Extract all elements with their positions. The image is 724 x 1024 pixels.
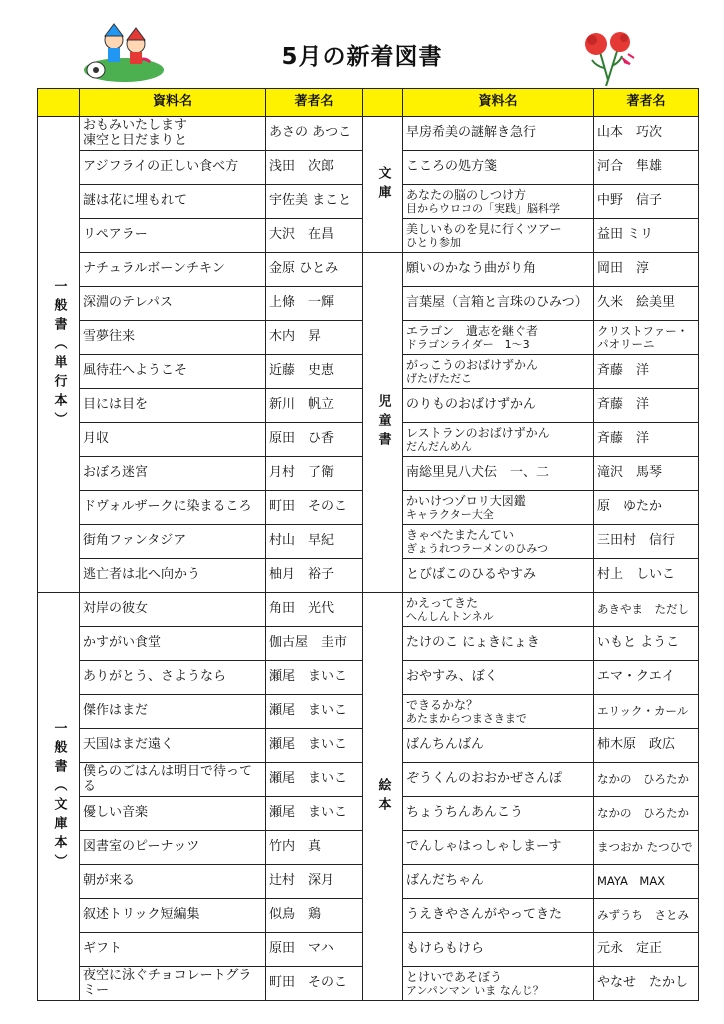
title-cell [403, 967, 594, 1001]
book-title: 優しい音楽 [83, 805, 149, 821]
title-cell [80, 151, 266, 185]
left-section-label [38, 117, 80, 593]
title-cell [403, 423, 594, 457]
author-cell: 町田 そのこ [266, 967, 363, 1001]
author-cell: クリストファー・パオリーニ [594, 321, 699, 355]
header-author-right: 著者名 [594, 89, 699, 117]
title-cell [80, 695, 266, 729]
table-body [38, 117, 699, 1001]
book-title: がっこうのおばけずかん [406, 357, 539, 372]
author-cell: 木内 昇 [266, 321, 363, 355]
title-cell [403, 627, 594, 661]
book-subtitle: だんだんめん [406, 439, 472, 453]
title-cell [80, 457, 266, 491]
book-title: 美しいものを見に行くツアー [406, 221, 562, 236]
author-cell: 元永 定正 [594, 933, 699, 967]
book-subtitle: 目からウロコの「実践」脳科学 [406, 201, 560, 215]
book-title: かいけつゾロリ大図鑑 [406, 493, 526, 508]
author-cell: 瀬尾 まいこ [266, 729, 363, 763]
book-title: 僕らのごはんは明日で待ってる [83, 764, 253, 794]
book-title: 風待荘へようこそ [83, 363, 188, 379]
book-subtitle: ぎょうれつラーメンのひみつ [406, 541, 549, 555]
right-section-label [363, 593, 403, 1001]
author-cell: 三田村 信行 [594, 525, 699, 559]
author-cell: 辻村 深月 [266, 865, 363, 899]
author-cell: 村上 しいこ [594, 559, 699, 593]
book-title: レストランのおばけずかん [406, 425, 550, 440]
book-title: のりものおばけずかん [406, 397, 537, 413]
book-title: あなたの脳のしつけ方 [406, 187, 527, 202]
author-cell: 久米 絵美里 [594, 287, 699, 321]
author-cell: 斉藤 洋 [594, 355, 699, 389]
title-cell [403, 559, 594, 593]
title-cell [403, 151, 594, 185]
title-cell [80, 321, 266, 355]
author-cell: 岡田 淳 [594, 253, 699, 287]
author-cell: 原田 マハ [266, 933, 363, 967]
author-cell: 似鳥 鶏 [266, 899, 363, 933]
table-row [38, 253, 699, 287]
book-title: きゃべたまたんてい [406, 527, 515, 542]
book-title: 雪夢往来 [83, 329, 136, 345]
title-cell [80, 865, 266, 899]
author-cell: 宇佐美 まこと [266, 185, 363, 219]
title-cell [403, 593, 594, 627]
title-cell [80, 797, 266, 831]
author-cell: 柚月 裕子 [266, 559, 363, 593]
book-title: ありがとう、さようなら [83, 669, 227, 685]
section-label-text: 児童書 [375, 394, 391, 451]
book-subtitle: キャラクター大全 [406, 507, 494, 521]
book-title: こころの処方箋 [406, 159, 498, 175]
book-title: ぞうくんのおおかぜさんぽ [406, 771, 563, 787]
title-cell [80, 729, 266, 763]
book-title: 天国はまだ遠く [83, 737, 175, 753]
author-cell: 瀬尾 まいこ [266, 695, 363, 729]
book-title: おもみいたします [83, 118, 188, 134]
author-cell: 滝沢 馬琴 [594, 457, 699, 491]
title-cell [80, 185, 266, 219]
title-cell [403, 355, 594, 389]
author-cell: 町田 そのこ [266, 491, 363, 525]
title-cell [403, 865, 594, 899]
book-title: 願いのかなう曲がり角 [406, 261, 537, 277]
author-cell: 村山 早紀 [266, 525, 363, 559]
author-cell: エマ・クエイ [594, 661, 699, 695]
book-title: 傑作はまだ [83, 703, 149, 719]
carnation-illustration [578, 28, 644, 86]
book-title: とびばこのひるやすみ [406, 567, 537, 583]
title-cell [403, 321, 594, 355]
book-title: 深淵のテレパス [83, 295, 173, 311]
book-title: かえってきた [406, 595, 479, 610]
author-cell: 原 ゆたか [594, 491, 699, 525]
book-title: 街角ファンタジア [83, 533, 187, 549]
book-title: ドヴォルザークに染まるころ [83, 499, 252, 515]
book-title: 南総里見八犬伝 一、二 [406, 465, 550, 481]
author-cell: 山本 巧次 [594, 117, 699, 151]
book-title: 対岸の彼女 [83, 601, 149, 617]
author-cell: 月村 了衛 [266, 457, 363, 491]
author-cell: 角田 光代 [266, 593, 363, 627]
section-label-text: 文庫 [375, 165, 391, 204]
header-author-left: 著者名 [266, 89, 363, 117]
title-cell [80, 627, 266, 661]
book-title: 言葉屋（言箱と言珠のひみつ） [406, 295, 588, 311]
book-title: おやすみ、ぼく [406, 669, 498, 685]
title-cell [403, 661, 594, 695]
title-cell [403, 729, 594, 763]
author-cell: 浅田 次郎 [266, 151, 363, 185]
book-title: ナチュラルボーンチキン [83, 261, 225, 277]
book-title: もけらもけら [406, 941, 485, 957]
book-title: ちょうちんあんこう [406, 805, 524, 821]
header-row [38, 89, 699, 117]
book-title: エラゴン 遺志を継ぐ者 [406, 323, 539, 338]
book-title: たけのこ にょきにょき [406, 635, 540, 651]
book-title: できるかな？ [406, 697, 479, 712]
book-title: 早房希美の謎解き急行 [406, 125, 537, 141]
title-cell [80, 219, 266, 253]
header-blank-right [363, 89, 403, 117]
title-cell [80, 423, 266, 457]
author-cell: 新川 帆立 [266, 389, 363, 423]
author-cell: 大沢 在昌 [266, 219, 363, 253]
author-cell: 竹内 真 [266, 831, 363, 865]
author-cell: あさの あつこ [266, 117, 363, 151]
author-cell: 瀬尾 まいこ [266, 797, 363, 831]
author-cell: あきやま ただし [594, 593, 699, 627]
table-row [38, 117, 699, 151]
header-title-right: 資料名 [403, 89, 594, 117]
title-cell [403, 933, 594, 967]
author-cell: 河合 隼雄 [594, 151, 699, 185]
book-title: おぼろ迷宮 [83, 465, 149, 481]
book-subtitle: ひとり参加 [406, 235, 461, 249]
author-cell: 益田 ミリ [594, 219, 699, 253]
title-cell [80, 253, 266, 287]
author-cell: みずうち さとみ [594, 899, 699, 933]
title-cell [80, 899, 266, 933]
title-cell [403, 457, 594, 491]
title-cell [403, 185, 594, 219]
title-cell [403, 389, 594, 423]
author-cell: 上條 一輝 [266, 287, 363, 321]
author-cell: 原田 ひ香 [266, 423, 363, 457]
author-cell: やなせ たかし [594, 967, 699, 1001]
author-cell: 近藤 史恵 [266, 355, 363, 389]
title-cell [403, 831, 594, 865]
book-title: 夜空に泳ぐチョコレートグラミー [83, 968, 252, 998]
title-cell [403, 763, 594, 797]
title-cell [403, 219, 594, 253]
book-subtitle: アンパンマン いま なんじ？ [406, 983, 544, 997]
book-subtitle: ドラゴンライダー 1〜3 [406, 337, 530, 351]
header-title-left: 資料名 [80, 89, 266, 117]
author-cell: 瀬尾 まいこ [266, 763, 363, 797]
table-row [38, 593, 699, 627]
title-cell [80, 491, 266, 525]
author-cell: 柿木原 政広 [594, 729, 699, 763]
author-cell: 伽古屋 圭市 [266, 627, 363, 661]
title-cell [80, 389, 266, 423]
title-cell [80, 287, 266, 321]
author-cell: なかの ひろたか [594, 763, 699, 797]
title-cell [80, 117, 266, 151]
author-cell: 斉藤 洋 [594, 423, 699, 457]
section-label-text: 絵本 [375, 777, 391, 816]
book-title: とけいであそぼう [406, 969, 503, 984]
book-title: 目には目を [83, 397, 149, 413]
author-cell: なかの ひろたか [594, 797, 699, 831]
title-cell [80, 355, 266, 389]
title-cell [403, 797, 594, 831]
new-books-table [37, 88, 699, 1001]
book-subtitle: 凍空と日だまりと [83, 132, 188, 148]
page-title: 5月の新着図書 [281, 44, 443, 70]
book-title: 謎は花に埋もれて [83, 193, 188, 209]
book-title: 月収 [83, 431, 110, 447]
book-title: うえきやさんがやってきた [406, 907, 563, 923]
book-title: かすがい食堂 [83, 635, 162, 651]
book-subtitle: あたまからつまさきまで [406, 711, 527, 725]
book-title: アジフライの正しい食べ方 [83, 159, 239, 175]
author-cell: MAYA MAX [594, 865, 699, 899]
author-cell: 斉藤 洋 [594, 389, 699, 423]
title-cell [403, 117, 594, 151]
title-cell [80, 525, 266, 559]
book-title: 逃亡者は北へ向かう [83, 567, 201, 583]
book-title: ばんだちゃん [406, 873, 485, 889]
book-title: 叙述トリック短編集 [83, 907, 200, 923]
left-section-label [38, 593, 80, 1001]
title-cell [80, 967, 266, 1001]
author-cell: まつおか たつひで [594, 831, 699, 865]
title-cell [403, 491, 594, 525]
author-cell: 中野 信子 [594, 185, 699, 219]
author-cell: いもと ようこ [594, 627, 699, 661]
children-carp-illustration [76, 22, 168, 84]
title-cell [403, 899, 594, 933]
title-cell [80, 559, 266, 593]
title-cell [80, 661, 266, 695]
section-label-text: 一般書（文庫本） [51, 720, 67, 873]
title-cell [403, 287, 594, 321]
book-title: でんしゃはっしゃしまーす [406, 839, 562, 855]
book-title: ギフト [83, 941, 123, 957]
title-cell [403, 525, 594, 559]
title-cell [80, 593, 266, 627]
title-cell [80, 831, 266, 865]
title-cell [80, 763, 266, 797]
book-title: ばんちんばん [406, 737, 485, 753]
title-cell [403, 695, 594, 729]
author-cell: 瀬尾 まいこ [266, 661, 363, 695]
author-cell: 金原 ひとみ [266, 253, 363, 287]
book-subtitle: げたげただこ [406, 371, 472, 385]
title-cell [80, 933, 266, 967]
book-title: 図書室のピーナッツ [83, 839, 200, 855]
book-subtitle: へんしんトンネル [406, 609, 494, 623]
right-section-label [363, 253, 403, 593]
title-cell [403, 253, 594, 287]
author-cell: エリック・カール [594, 695, 699, 729]
header-blank-left [38, 89, 80, 117]
right-section-label [363, 117, 403, 253]
section-label-text: 一般書（単行本） [51, 278, 67, 431]
book-title: リペアラー [83, 227, 148, 243]
book-title: 朝が来る [83, 873, 136, 889]
